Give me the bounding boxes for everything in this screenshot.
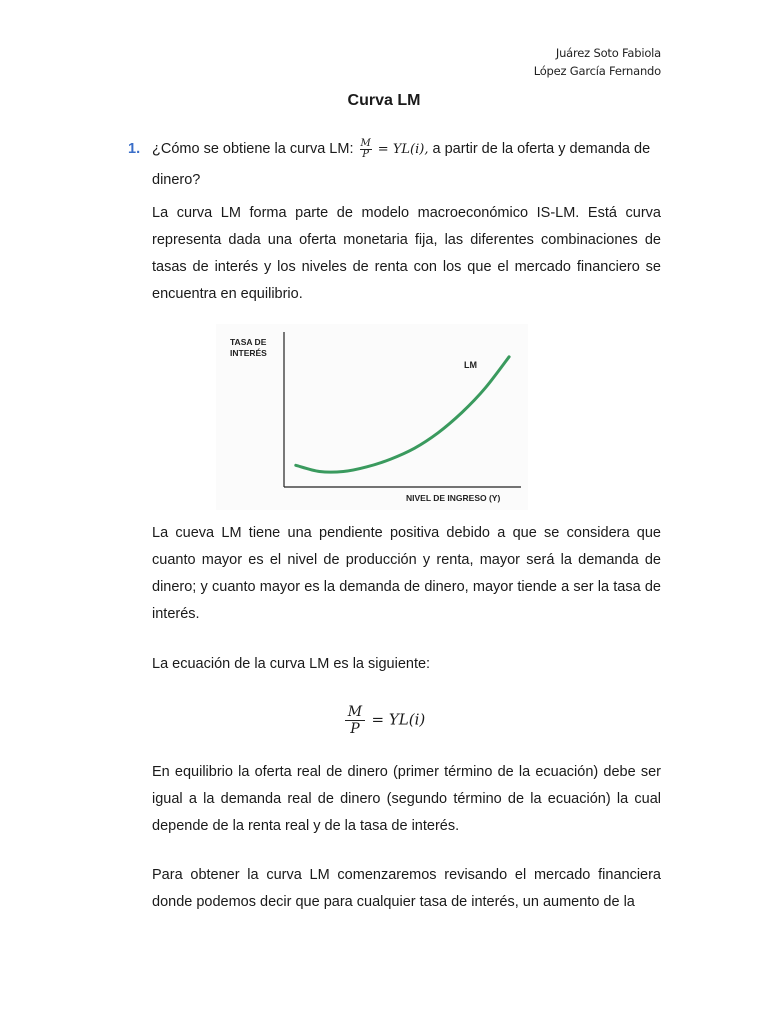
fraction-numerator: M <box>360 137 371 149</box>
lm-equation <box>0 704 768 737</box>
inline-fraction <box>360 139 372 160</box>
question-text-before: ¿Cómo se obtiene la curva LM: <box>152 141 358 157</box>
inline-formula: = YL(i), <box>377 142 429 157</box>
equation-numerator: M <box>345 704 365 721</box>
equation-fraction <box>345 704 365 737</box>
fraction-denominator: P <box>362 148 369 160</box>
paragraph-financial-market: Para obtener la curva LM comenzaremos revisando el mercado financiera donde podemos decir que para cualquier tasa de interés, un aumento de la <box>152 867 661 910</box>
equation-rhs: = YL(i) <box>371 710 426 729</box>
paragraph-definition: La curva LM forma parte de modelo macroeconómico IS-LM. Está curva representa dada una oferta monetaria fija, las diferentes combinaciones de tasas de interés y los niveles de renta con los que el mercado financiero se encuentra en equilibrio. <box>152 205 661 302</box>
curve-label: LM <box>464 360 477 370</box>
lm-curve-figure <box>216 324 528 510</box>
question-1 <box>128 134 668 195</box>
y-axis-label-line1: TASA DE <box>230 337 267 347</box>
lm-curve-chart <box>216 324 528 510</box>
question-number: 1. <box>128 141 141 157</box>
paragraph-slope: La cueva LM tiene una pendiente positiva debido a que se considera que cuanto mayor es el nivel de producción y renta, mayor será la demanda de dinero; y cuanto mayor es la demanda de dinero, mayor tiende a ser la tasa de interés. <box>152 525 661 622</box>
x-axis-label: NIVEL DE INGRESO (Y) <box>406 493 501 503</box>
question-text-after: a partir de la oferta y demanda de dinero? <box>152 141 651 188</box>
question-text <box>152 134 668 195</box>
paragraph-equation-intro: La ecuación de la curva LM es la siguiente: <box>152 656 431 672</box>
equation-denominator: P <box>350 721 360 737</box>
authors-header <box>534 44 661 80</box>
author-name: Juárez Soto Fabiola <box>555 46 661 60</box>
y-axis-label-line2: INTERÉS <box>230 348 267 358</box>
author-name: López García Fernando <box>533 64 661 78</box>
document-title: Curva LM <box>347 92 421 109</box>
paragraph-equilibrium: En equilibrio la oferta real de dinero (primer término de la ecuación) debe ser igual a la demanda real de dinero (segundo término de la ecuación) la cual depende de la renta real y de la tasa de interés. <box>152 764 661 834</box>
